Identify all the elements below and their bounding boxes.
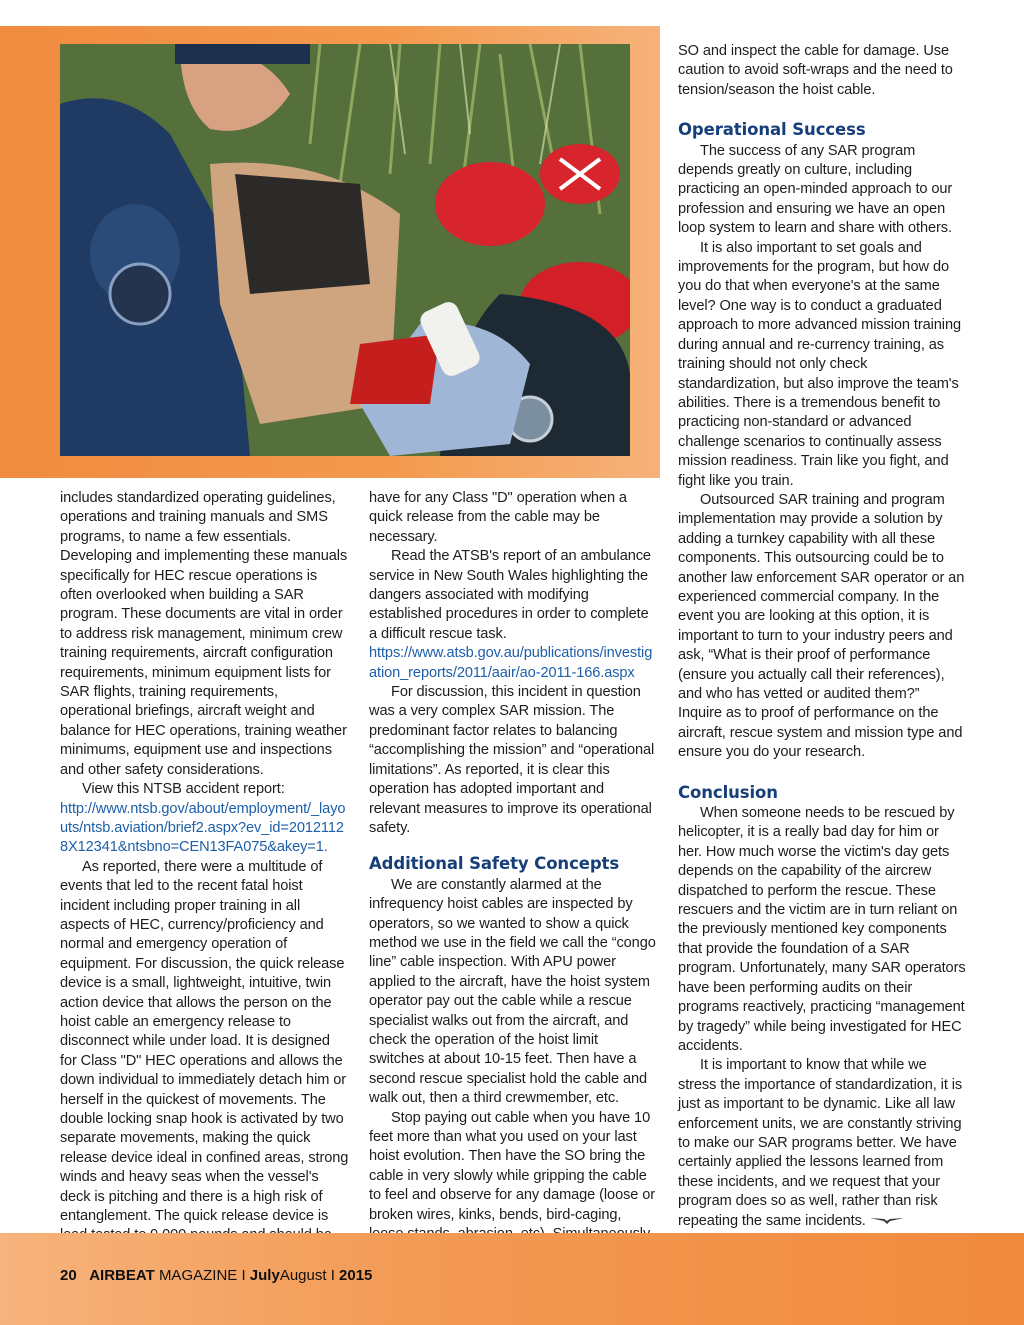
footer-separator-2: I [330,1267,335,1284]
heading-operational-success: Operational Success [678,120,866,140]
column-2 [369,489,657,1264]
page-number: 20 [60,1267,77,1284]
col3-paragraph-4: When someone needs to be rescued by helicopter, it is a really bad day for him or her. How much worse the victim's day gets depends on the capability of the aircrew dispatched to perform the rescue. These rescuers and the victim are in turn reliant on the previously mentioned key components that provide the foundation of a SAR program. Unfortunately, many SAR operators have been performing audits on their programs reactively, practicing “management by tragedy” while being investigated for HEC accidents. [678,805,966,1054]
footer [60,1267,372,1284]
column-3 [678,42,966,1231]
photo-illustration [60,44,630,456]
issue-year: 2015 [339,1267,373,1284]
heading-conclusion: Conclusion [678,782,778,802]
col1-paragraph-3: As reported, there were a multitude of events that led to the recent fatal hoist incident including proper training in all aspects of HEC, currency/proficiency and normal and emergency operation of equipment. For discussion, the quick release device is a small, lightweight, intuitive, twin action device that allows the person on the hoist cable an emergency release to disconnect while under load. It is designed for Class "D" HEC operations and allows the down individual to immediately detach him or herself in the quickest of movements. The double locking snap hook is activated by two separate movements, making the quick release device ideal in confined areas, strong winds and heavy seas when the vessel's deck is pitching and there is a high risk of entanglement. The quick release device is [60,858,349,1225]
col2-paragraph-2: Read the ATSB's report of an ambulance service in New South Wales highlighting the dangers associated with modifying established procedures in order to complete a difficult rescue task. [369,548,651,642]
atsb-report-link[interactable]: https://www.atsb.gov.au/publications/investigation_reports/2011/aair/ao-2011-166.aspx [369,645,653,681]
issue-month-1: July [249,1267,280,1284]
rescue-team-photo [60,44,630,456]
issue-month-2: August [279,1267,327,1284]
wings-end-icon [870,1216,904,1226]
col3-paragraph-5-text: It is important to know that while we stress the importance of standardization, it is just as important to be dynamic. Like all law enforcement units, we are constantly striving to make our SAR programs better. We have certainly applied the lessons learned from these incidents, and we request that your program does so as well, rather than risk repeating the same incidents. [678,1057,963,1229]
col2-paragraph-4: We are constantly alarmed at the infrequency hoist cables are inspected by operators, so we wanted to show a quick method we use in the field we call the “congo line” cable inspection. With APU power applied to the aircraft, have the hoist system operator pay out the cable while a rescue specialist walks out from the aircraft, and check the operation of the hoist limit switches at about 10-15 feet. Then have a second rescue specialist hold the cable and walk out, then a third crewmember, etc. [369,876,656,1107]
col1-paragraph-1: includes standardized operating guidelines, operations and training manuals and SMS programs, to name a few essentials. Developing and implementing these manuals specifically for HEC rescue operations is often overlooked when building a SAR program. These documents are vital in order to address risk management, minimum crew training requirements, aircraft configuration requirements, minimum equipment lists for SAR flights, training requirements, operational briefings, aircraft weight and balance for HEC operations, training weather minimums, equipment use and inspections and other safety considerations. [60,490,348,778]
col3-paragraph-1: The success of any SAR program depends greatly on culture, including practicing an open-minded approach to our profession and ensuring we have an open loop system to learn and share with others. [678,142,953,237]
heading-additional-safety-concepts: Additional Safety Concepts [369,854,620,874]
col3-paragraph-0: SO and inspect the cable for damage. Use caution to avoid soft-wraps and the need to tension/season the hoist cable. [678,43,953,98]
photo-frame [0,26,660,478]
col3-paragraph-3: Outsourced SAR training and program implementation may provide a solution by adding a turnkey capability with all these components. This outsourcing could be to another law enforcement SAR operator or an experienced commercial company. In the event you are looking at this option, it is important to turn to your industry peers and ask, “What is their proof of performance (ensure you actually call their references), and who has vetted or audited them?” Inquire as to proof of performance on the aircraft, rescue system and mission type and ensure you do your research. [678,491,965,761]
column-1 [60,489,350,1265]
col1-paragraph-2: View this NTSB accident report: [82,781,285,798]
col3-paragraph-2: It is also important to set goals and improvements for the program, but how do you do that when everyone's at the same level? One way is to conduct a graduated approach to more advanced mission training during annual and re-currency training, as training should not only check standardization, but also improve the team's abilities. There is a tremendous benefit to practicing non-standard or advanced challenge scenarios to continually assess mission readiness. Train like you fight, and fight like you train. [678,239,961,489]
footer-separator-1: I [241,1267,246,1284]
ntsb-report-link[interactable]: http://www.ntsb.gov/about/employment/_layouts/ntsb.aviation/brief2.aspx?ev_id=20121128X12341&ntsbno=CEN13FA075&akey=1. [60,800,346,856]
col2-paragraph-3: For discussion, this incident in question was a very complex SAR mission. The predominant factor relates to balancing “accomplishing the mission” and “operational limitations”. As reported, it is clear this operation has adopted important and relevant measures to improve its operational safety. [369,684,655,836]
col3-paragraph-5 [678,1056,966,1231]
col2-paragraph-1: have for any Class "D" operation when a quick release from the cable may be necessary. [369,490,627,545]
magazine-label: MAGAZINE [158,1267,238,1284]
col2-paragraph-5: Stop paying out cable when you have 10 feet more than what you used on your last hoist evolution. Then have the SO bring the cable in very slowly while gripping the cable to feel and observe for any damage (loose or broken wires, kinks, bends, bird-caging, [369,1109,656,1223]
brand-name: AIRBEAT [89,1267,155,1284]
